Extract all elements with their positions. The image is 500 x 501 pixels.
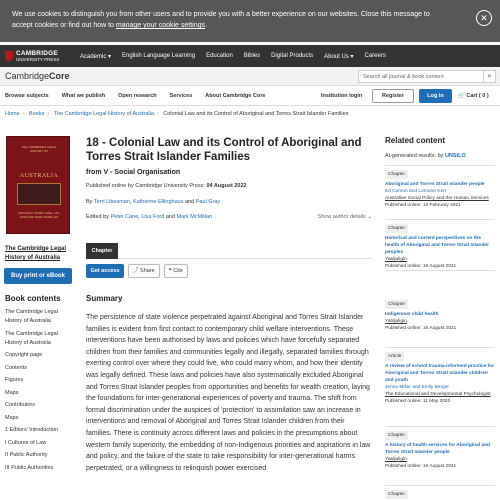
divider bbox=[385, 219, 495, 220]
related-date: Published online: 16 August 2021 bbox=[385, 264, 457, 269]
related-item bbox=[385, 224, 495, 270]
institution-login-link[interactable]: Institution login bbox=[321, 93, 363, 99]
search-icon[interactable]: ⌕ bbox=[484, 70, 496, 83]
toc-item[interactable]: I Cultures of Law bbox=[5, 439, 47, 446]
related-item bbox=[385, 490, 495, 501]
book-contents-heading: Book contents bbox=[5, 294, 61, 303]
page-title: 18 - Colonial Law and its Control of Aboriginal and Torres Strait Islander Families bbox=[86, 137, 362, 163]
type-badge: Chapter bbox=[385, 490, 408, 499]
toc-item[interactable]: Copyright page bbox=[5, 352, 43, 358]
related-item bbox=[385, 300, 495, 332]
subnav-browse-subjects[interactable]: Browse subjects bbox=[5, 92, 49, 99]
related-heading: Related content bbox=[385, 136, 446, 145]
editor-link[interactable]: Mark McMillan bbox=[176, 214, 212, 220]
cookie-message: We use cookies to distinguish you from other users and to provide you with a better experience on our websites. Close this message to accept cookies or find out how to manage your cookie settings. bbox=[12, 11, 430, 29]
topnav-item-about[interactable]: About Us ▾ bbox=[324, 53, 354, 60]
topnav-item-bibles[interactable]: Bibles bbox=[243, 53, 261, 59]
cite-button[interactable]: ❝ Cite bbox=[164, 264, 188, 278]
related-title-link[interactable]: Indigenous child health bbox=[385, 312, 439, 317]
related-authors[interactable]: Ed Carson and Lorraine Kerr bbox=[385, 189, 447, 194]
breadcrumb: Home › Books › The Cambridge Legal History of Australia › Colonial Law and its Control of Aboriginal and Torres Strait Islander Families bbox=[5, 111, 349, 117]
cookie-text: We use cookies to distinguish you from other users and to provide you with a better experience on our websites. Close this message to accept cookies or find out how to bbox=[12, 11, 430, 29]
cover-title: AUSTRALIA bbox=[19, 173, 59, 179]
editor-link[interactable]: Lisa Ford bbox=[141, 214, 165, 220]
register-button[interactable]: Register bbox=[372, 89, 414, 103]
topnav-item-ell[interactable]: English Language Learning bbox=[122, 53, 196, 59]
chapter-header bbox=[86, 136, 372, 220]
close-icon[interactable]: ✕ bbox=[476, 10, 492, 26]
tab-chapter[interactable]: Chapter bbox=[86, 243, 118, 259]
chapter-actions bbox=[86, 264, 188, 278]
breadcrumb-home[interactable]: Home bbox=[5, 111, 20, 117]
related-content bbox=[385, 136, 495, 159]
topnav-item-education[interactable]: Education bbox=[206, 53, 233, 59]
type-badge: Article bbox=[385, 352, 404, 361]
cambridge-core-logo[interactable]: CambridgeCore bbox=[5, 71, 70, 81]
subnav-services[interactable]: Services bbox=[169, 92, 193, 99]
cookie-banner bbox=[0, 0, 500, 42]
related-item bbox=[385, 170, 495, 209]
book-cover[interactable] bbox=[6, 136, 70, 234]
related-source[interactable]: Australian Social Policy and the Human Services bbox=[385, 196, 489, 201]
toc-item[interactable]: Contributors bbox=[5, 402, 35, 408]
breadcrumb-books[interactable]: Books bbox=[29, 111, 45, 117]
related-date: Published online: 16 August 2021 bbox=[385, 326, 457, 331]
related-title-link[interactable]: A history of health services for Aboriginal and Torres Strait Islander people bbox=[385, 443, 490, 455]
cover-painting bbox=[17, 183, 61, 205]
chapter-part: from V - Social Organisation bbox=[86, 169, 181, 176]
related-title-link[interactable]: Historical and current perspectives on the health of Aboriginal and Torres Strait Islander peoples bbox=[385, 236, 489, 255]
buy-button[interactable]: Buy print or eBook bbox=[4, 268, 72, 284]
toc-item[interactable]: Figures bbox=[5, 377, 24, 383]
subnav-about[interactable]: About Cambridge Core bbox=[205, 92, 266, 99]
author-link[interactable]: Terri Libesman bbox=[93, 199, 130, 205]
related-date: Published online: 16 August 2021 bbox=[385, 464, 457, 469]
type-badge: Chapter bbox=[385, 300, 408, 309]
author-link[interactable]: Paul Gray bbox=[195, 199, 221, 205]
summary-text: The persistence of state violence perpetrated against Aboriginal and Torres Strait Islander families is evident from first contact to contemporary child welfare interventions. These interventions have been authorised by laws and policies which have forcefully separated children from their families and communities legally and illegally, separated families through exerting control over where they could live, who could marry whom, and how their identity was legally defined. These laws and policies have also systematically excluded Aboriginal and Torres Strait Islander peoples from opportunities and benefits for wealth creation, laying the foundations for inter-generational experiences of poverty and trauma. The shift from formal discrimination under the auspices of 'protection' to assimilation saw an increase in interventions and removal of Aboriginal and Torres Strait Islander children from their families. There is continuity across different laws and policies in the presumptions about western family superiority, the embedding of non-Indigenous priorities and aspirations in law and policy, and the failure of the state to take responsibility for inter-generational harms perpetrated, or a willingness to relinquish power exercised bbox=[86, 314, 371, 472]
divider bbox=[385, 485, 495, 486]
core-header bbox=[0, 67, 500, 86]
related-date: Published online: 11 May 2020 bbox=[385, 399, 451, 404]
ai-results-label: AI-generated results: by UNSILO bbox=[385, 153, 466, 159]
topnav-item-academic[interactable]: Academic ▾ bbox=[80, 53, 112, 60]
topnav-item-careers[interactable]: Careers bbox=[364, 53, 386, 59]
type-badge: Chapter bbox=[385, 224, 408, 233]
related-item bbox=[385, 431, 495, 470]
shield-icon bbox=[5, 51, 13, 61]
divider bbox=[385, 165, 495, 166]
toc-item[interactable]: The Cambridge Legal History of Australia bbox=[5, 309, 58, 324]
divider bbox=[385, 270, 495, 271]
related-source[interactable]: The Educational and Developmental Psychologist bbox=[385, 392, 491, 397]
type-badge: Chapter bbox=[385, 431, 408, 440]
related-source[interactable]: Yatdjuligin bbox=[385, 457, 407, 462]
toc-item[interactable]: Maps bbox=[5, 414, 19, 421]
subnav-open-research[interactable]: Open research bbox=[118, 92, 157, 99]
related-date: Published online: 13 February 2021 bbox=[385, 203, 461, 208]
published-info: Published online by Cambridge University Press: 04 August 2022 bbox=[86, 183, 247, 189]
top-navigation bbox=[0, 45, 500, 67]
related-source[interactable]: Yatdjuligin bbox=[385, 257, 407, 262]
cookie-settings-link[interactable]: manage your cookie settings bbox=[115, 22, 206, 29]
brand-line2: UNIVERSITY PRESS bbox=[16, 56, 60, 62]
toc-item[interactable]: 1 Editors' Introduction bbox=[5, 427, 59, 433]
related-source[interactable]: Yatdjuligin bbox=[385, 319, 407, 324]
sub-navigation bbox=[0, 86, 500, 106]
type-badge: Chapter bbox=[385, 170, 408, 179]
breadcrumb-current: Colonial Law and its Control of Aboriginal and Torres Strait Islander Families bbox=[163, 111, 349, 117]
get-access-button[interactable]: Get access bbox=[86, 264, 124, 278]
share-button[interactable]: ⤴ Share bbox=[128, 264, 160, 278]
unsilo-link[interactable]: UNSILO bbox=[444, 153, 466, 159]
related-title-link[interactable]: A review of school trauma-informed practice for Aboriginal and Torres Strait Islander children and youth bbox=[385, 364, 495, 383]
quote-icon: ❝ bbox=[168, 268, 172, 274]
cup-logo[interactable] bbox=[5, 51, 69, 62]
divider bbox=[385, 426, 495, 427]
chapter-editors: Edited by Peter Cane, Lisa Ford and Mark McMillan Show author details ⌄ bbox=[86, 214, 372, 220]
editor-link[interactable]: Peter Cane bbox=[110, 214, 139, 220]
toc-item[interactable]: The Cambridge Legal History of Australia bbox=[5, 330, 58, 346]
share-icon: ⤴ bbox=[133, 268, 139, 274]
related-title-link[interactable]: Aboriginal and Torres Strait Islander people bbox=[385, 182, 485, 187]
toc-item[interactable]: Contents bbox=[5, 364, 28, 371]
search-input[interactable]: Search all journal & book content bbox=[358, 70, 484, 83]
author-link[interactable]: Katherine Ellinghaus bbox=[133, 199, 184, 205]
chapter-tabs bbox=[86, 243, 372, 259]
toc-item[interactable]: III Public Authorities bbox=[5, 464, 54, 471]
cart-link[interactable]: 🛒 Cart ( 0 ) bbox=[458, 93, 489, 99]
book-title-link[interactable]: The Cambridge Legal History of Australia bbox=[5, 246, 67, 261]
toc-item[interactable]: Maps bbox=[5, 389, 19, 396]
book-contents-list bbox=[5, 308, 75, 476]
chapter-authors: By Terri Libesman, Katherine Ellinghaus and Paul Gray bbox=[86, 199, 221, 205]
topnav-item-digital[interactable]: Digital Products bbox=[271, 53, 314, 59]
cover-series: THE CAMBRIDGE LEGAL HISTORY OF bbox=[21, 145, 57, 153]
toc-item[interactable]: II Public Authority bbox=[5, 452, 48, 458]
show-author-details[interactable]: Show author details ⌄ bbox=[317, 214, 372, 220]
cover-editors: EDITED BY PETER CANE, LISA FORD AND MARK MCMILLAN bbox=[18, 211, 60, 219]
subnav-what-we-publish[interactable]: What we publish bbox=[61, 92, 106, 99]
related-authors[interactable]: Jenna Miller and Emily Berger bbox=[385, 385, 449, 390]
brand-line1: CAMBRIDGE bbox=[16, 49, 58, 57]
related-item bbox=[385, 352, 495, 405]
breadcrumb-book[interactable]: The Cambridge Legal History of Australia bbox=[53, 111, 154, 117]
login-button[interactable]: Log in bbox=[419, 89, 452, 103]
summary-heading: Summary bbox=[86, 294, 123, 303]
divider bbox=[385, 347, 495, 348]
